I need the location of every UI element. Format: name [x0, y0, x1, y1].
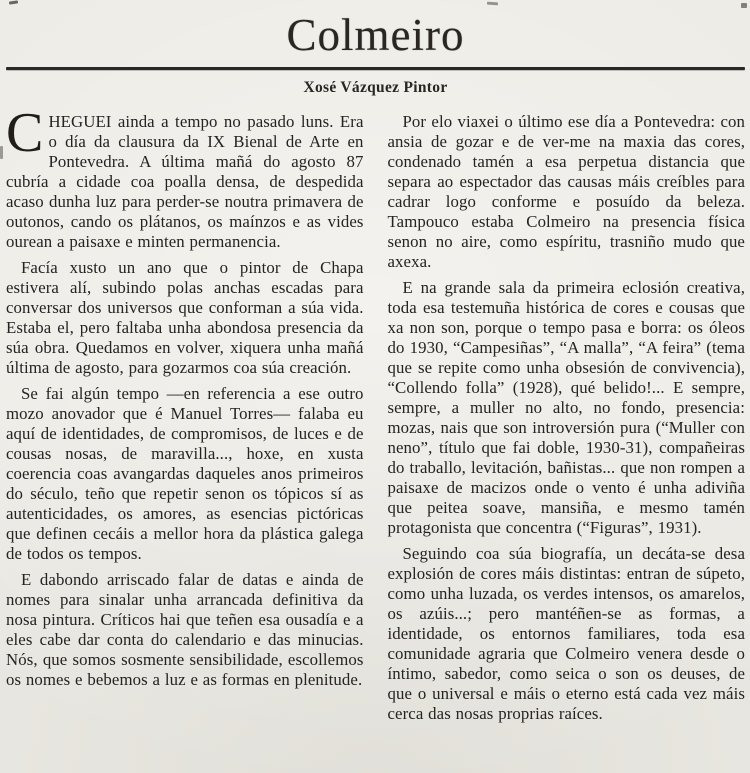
article-header [6, 0, 745, 97]
right-paragraph-list [388, 112, 746, 724]
article-paragraph: E dabondo arriscado falar de datas e ainda de nomes para sinalar unha arrancada definitiva da nosa pintura. Críticos hai que teñen esa ousadía e a eles cabe dar conta do calendario e das minucias. Nós, que somos sosmente sensibilidade, escollemos os nomes e bebemos a luz e as formas en plenitude. [6, 570, 364, 689]
article-byline: Xosé Vázquez Pintor [303, 79, 448, 96]
lead-paragraph-text: HEGUEI ainda a tempo no pasado luns. Era o día da clausura da IX Bienal de Arte en Pontevedra. A última mañá do agosto 87 cubría a cidade coa poalla densa, de despedida acaso dunha luz para perder-se noutra primavera de outonos, cando os plátanos, os maínzos e as vides ourean a paisaxe e minten permanencia. [6, 112, 364, 251]
article-paragraph: Seguindo coa súa biografía, un decáta-se desa explosión de cores máis distintas: entran de súpeto, como unha luzada, os verdes intensos, os amarelos, os azúis...; pero mantéñen-se as formas, a identidade, os entornos familiares, toda esa comunidade agraria que Colmeiro venera desde o íntimo, sabedor, como seica o son os deuses, de que o universal e máis o eterno está cada vez máis cerca das nosas proprias raíces. [387, 544, 745, 723]
article-paragraph: Se fai algún tempo —en referencia a ese outro mozo anovador que é Manuel Torres— falaba eu aquí de identidades, de compromisos, de luces e de cousas nosas, de maravilla..., hoxe, en xusta coerencia coas avangardas daqueles anos primeiros do século, teño que repetir senon os tópicos sí as autenticidades, os amores, as esencias pictóricas que definen cecáis a mellor hora da plástica galega de todos os tempos. [6, 384, 364, 563]
article-column-right [388, 112, 746, 730]
article-paragraph: Facía xusto un ano que o pintor de Chapa estivera alí, subindo polas anchas escadas para conversar dos universos que conforman a súa vida. Estaba el, pero faltaba unha abondosa presencia da súa obra. Quedamos en volver, xiquera unha mañá última de agosto, para gozarmos coa súa creación. [6, 258, 364, 377]
drop-cap-initial: C [6, 102, 44, 164]
article-column-left [6, 102, 364, 730]
lead-paragraph [6, 102, 364, 252]
article-paragraph: E na grande sala da primeira eclosión creativa, toda esa testemuña histórica de cores e cousas que xa non son, porque o tempo pasa e borra: os óleos do 1930, “Campesiñas”, “A malla”, “A feira” (tema que se repite como unha obsesión de convivencia), “Collendo folla” (1928), qué belido!... E sempre, sempre, a muller no alto, no fondo, presencia: mozas, nais que son introversión pura (“Muller con neno”, título que fai doble, 1930-31), compañeiras do traballo, levitación, bañistas... que non rompen a paisaxe de macizos onde o vento é unha adiviña que peitea soave, mansiña, e mesmo tamén protagonista que concentra (“Figuras”, 1931). [387, 278, 745, 537]
article-body [6, 102, 745, 730]
scan-artifact [741, 3, 747, 8]
title-divider-rule [6, 67, 745, 70]
article-paragraph: Por elo viaxei o último ese día a Pontevedra: con ansia de gozar e de ver-me na maxia das cores, condenado tamén a esa perpetua distancia que separa ao espectador das causas máis creíbles para cadrar logo conforme e posuído da beleza. Tampouco estaba Colmeiro na presencia física senon no aire, como espíritu, trasniño mudo que axexa. [387, 112, 745, 271]
scan-artifact [0, 146, 3, 159]
article-title: Colmeiro [286, 10, 465, 60]
left-paragraph-list [6, 258, 364, 690]
